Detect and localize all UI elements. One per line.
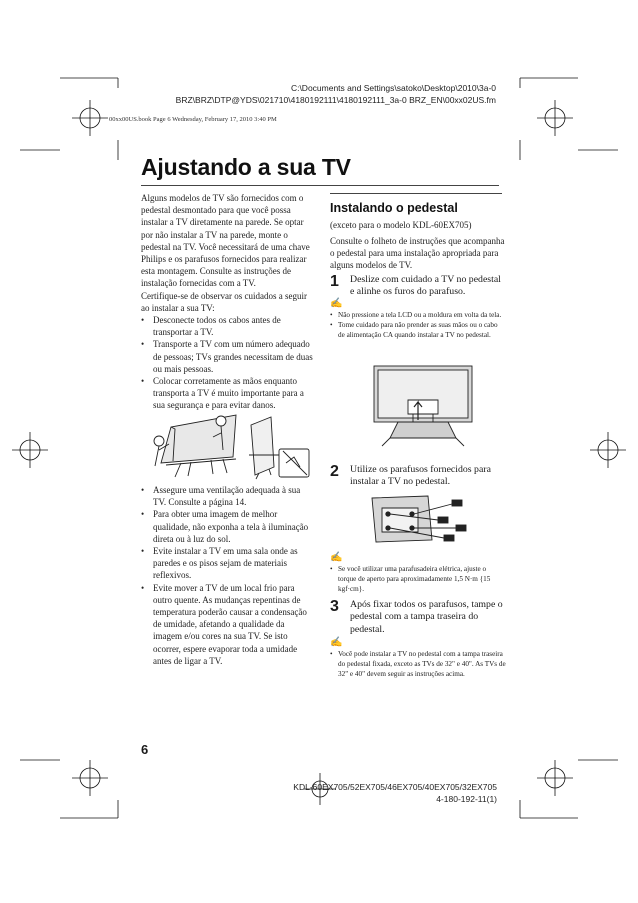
crosshair-icon [590, 432, 626, 468]
tv-stand-illustration [368, 360, 478, 450]
model-note: (exceto para o modelo KDL-60EX705) [330, 220, 472, 230]
screws-illustration [368, 494, 478, 546]
list-item: • Para obter uma imagem de melhor qualidade, não exponha a tela à iluminação direta ou à luz do sol. [141, 508, 313, 545]
list-item: • Transporte a TV com um número adequado de pessoas; TVs grandes necessitam de duas ou mais pessoas. [141, 338, 313, 375]
step-number: 2 [330, 463, 339, 480]
list-item: • Se você utilizar uma parafusadeira elétrica, ajuste o torque de aperto para aproximadamente 1,5 N·m {15 kgf·cm}. [330, 565, 506, 594]
crop-mark-lines [20, 78, 618, 818]
book-info-line: 00xx00US.book Page 6 Wednesday, February 17, 2010 3:40 PM [109, 116, 277, 123]
crosshair-icon [72, 760, 108, 796]
note-pencil-icon: ✍ [330, 552, 343, 563]
section-rule [330, 193, 502, 194]
step-text: Deslize com cuidado a TV no pedestal e alinhe os furos do parafuso. [350, 274, 501, 298]
list-item: • Não pressione a tela LCD ou a moldura em volta da tela. [330, 311, 506, 321]
title-rule [141, 185, 499, 186]
step-number: 1 [330, 273, 339, 290]
list-item: • Evite mover a TV de um local frio para outro quente. As mudanças repentinas de temperatura poderão causar a condensação de umidade, afetando a qualidade da imagem e/ou cores na sua TV. Se isto ocorrer, espere evaporar toda a umidade antes de ligar a TV. [141, 582, 313, 667]
crosshair-icon [537, 100, 573, 136]
page-title: Ajustando a sua TV [141, 154, 351, 180]
page-number: 6 [141, 742, 149, 757]
crosshair-icon [537, 760, 573, 796]
step-text: Após fixar todos os parafusos, tampe o pedestal com a tampa traseira do pedestal. [350, 599, 503, 635]
left-column [141, 192, 313, 412]
file-path-line-1: C:\Documents and Settings\satoko\Desktop\2010\3a-0 [290, 83, 496, 93]
list-item: • Colocar corretamente as mãos enquanto transporta a TV é muito importante para a sua segurança e para evitar danos. [141, 375, 313, 412]
step-3 [330, 599, 506, 636]
note-3 [330, 650, 506, 679]
consult-paragraph: Consulte o folheto de instruções que acompanha o pedestal para uma instalação apropriada para alguns modelos de TV. [330, 236, 505, 271]
footer-models: KDL-60EX705/52EX705/46EX705/40EX705/32EX705 [293, 782, 497, 792]
step-1 [330, 274, 506, 299]
section-title: Instalando o pedestal [330, 201, 458, 215]
intro-paragraph: Alguns modelos de TV são fornecidos com o pedestal desmontado para que você possa instalar a TV diretamente na parede. Se optar por não instalar a TV na parede, monte o pedestal na TV. Você necessitará de uma chave Philips e os parafusos fornecidos para realizar esta montagem. Consulte as instruções de instalação fornecidas com a TV. [141, 193, 310, 289]
carrying-tv-illustration [141, 405, 313, 480]
footer-code: 4-180-192-11(1) [436, 794, 497, 804]
note-pencil-icon: ✍ [330, 637, 343, 648]
placement-tips-list [141, 484, 313, 667]
step-2 [330, 464, 506, 489]
left-column-continued [141, 484, 313, 667]
list-item: • Desconecte todos os cabos antes de transportar a TV. [141, 314, 313, 338]
list-item: • Assegure uma ventilação adequada à sua TV. Consulte a página 14. [141, 484, 313, 508]
list-item: • Você pode instalar a TV no pedestal com a tampa traseira do pedestal fixada, exceto as TVs de 32" e 40". As TVs de 32" e 40" devem seguir as instruções acima. [330, 650, 506, 679]
step-text: Utilize os parafusos fornecidos para instalar a TV no pedestal. [350, 464, 491, 488]
crosshair-icon [12, 432, 48, 468]
step-number: 3 [330, 598, 339, 615]
list-item: • Tome cuidado para não prender as suas mãos ou o cabo de alimentação CA quando instalar a TV no pedestal. [330, 321, 506, 341]
file-path-line-2: BRZ\BRZ\DTP@YDS\021710\4180192111\4180192111_3a-0 BRZ_EN\00xx02US.fm [175, 95, 496, 105]
note-1 [330, 311, 506, 340]
precautions-list [141, 314, 313, 412]
note-2 [330, 565, 506, 594]
list-item: • Evite instalar a TV em uma sala onde as paredes e os pisos sejam de materiais reflexivos. [141, 545, 313, 582]
observe-paragraph: Certifique-se de observar os cuidados a seguir ao instalar a sua TV: [141, 290, 307, 313]
note-pencil-icon: ✍ [330, 298, 343, 309]
